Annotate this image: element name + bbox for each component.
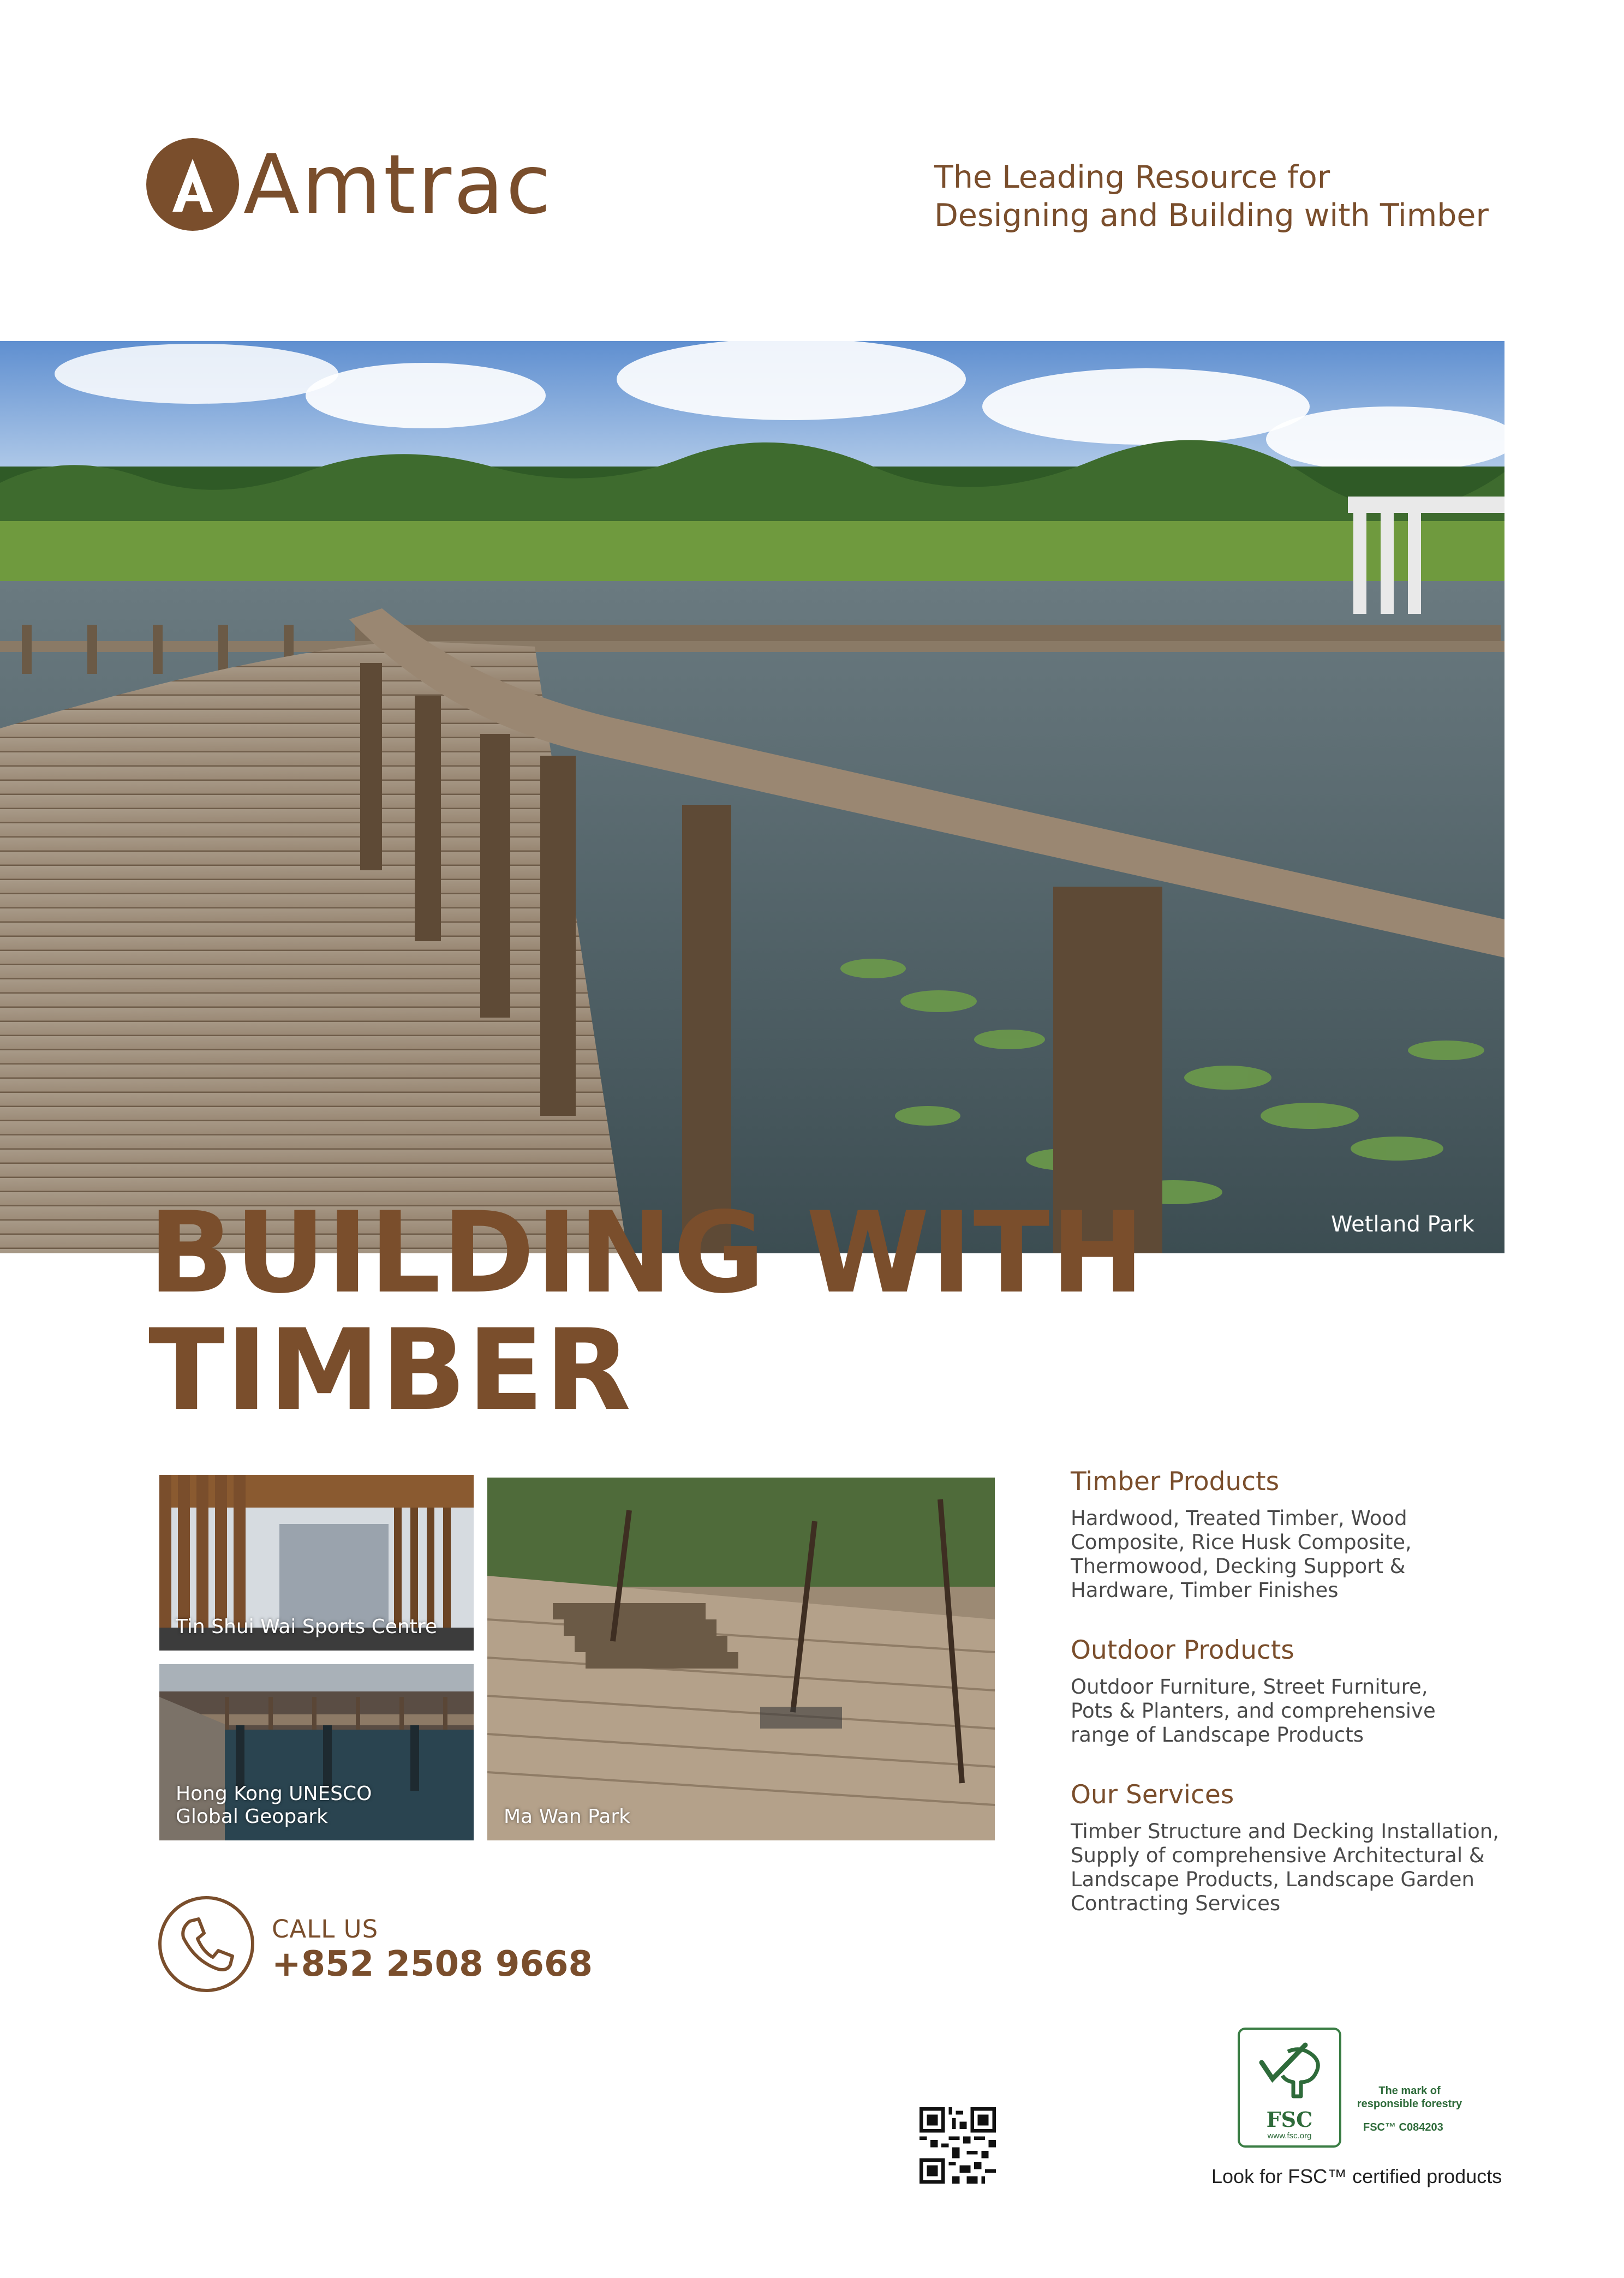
section-line: Outdoor Furniture, Street Furniture, (1071, 1675, 1428, 1699)
fsc-web: www.fsc.org (1267, 2131, 1312, 2141)
section-body (1071, 1506, 1551, 1603)
hero-photo (0, 341, 1504, 1253)
tagline (934, 158, 1535, 235)
section-line: Hardware, Timber Finishes (1071, 1579, 1339, 1602)
section-line: Contracting Services (1071, 1892, 1281, 1915)
phone-icon (158, 1896, 254, 1992)
section-line: Pots & Planters, and comprehensive (1071, 1699, 1436, 1723)
call-us (158, 1896, 649, 2000)
phone-number[interactable]: +852 2508 9668 (272, 1944, 593, 1984)
photo-caption-line-1: Hong Kong UNESCO (176, 1783, 372, 1805)
section-our-services (1071, 1780, 1551, 1916)
fsc-mark-line-2: responsible forestry (1357, 2098, 1462, 2110)
photo-caption: Tin Shui Wai Sports Centre (176, 1616, 438, 1638)
photo-caption: Ma Wan Park (504, 1805, 630, 1828)
photo-tin-shui-wai-sports-centre (159, 1475, 474, 1651)
tagline-line-1: The Leading Resource for (934, 159, 1330, 195)
headline (148, 1188, 1146, 1436)
headline-line-2: TIMBER (148, 1306, 632, 1436)
fsc-mark-line-1: The mark of (1378, 2085, 1441, 2097)
section-line: Timber Structure and Decking Installation, (1071, 1820, 1499, 1843)
section-line: Landscape Products, Landscape Garden (1071, 1868, 1474, 1891)
section-line: Composite, Rice Husk Composite, (1071, 1530, 1412, 1554)
section-line: range of Landscape Products (1071, 1723, 1364, 1747)
section-line: Supply of comprehensive Architectural & (1071, 1844, 1485, 1867)
photo-ma-wan-park (487, 1478, 995, 1840)
tagline-line-2: Designing and Building with Timber (934, 198, 1489, 234)
fsc-logo (1238, 2028, 1341, 2148)
logo-mark (146, 138, 239, 231)
section-line: Thermowood, Decking Support & (1071, 1554, 1406, 1578)
headline-line-1: BUILDING WITH (148, 1188, 1146, 1318)
section-line: Hardwood, Treated Timber, Wood (1071, 1506, 1407, 1530)
section-title: Timber Products (1071, 1467, 1280, 1497)
section-body (1071, 1675, 1551, 1747)
hero-caption: Wetland Park (1330, 1212, 1474, 1237)
fsc-look-for-text: Look for FSC™ certified products (1211, 2165, 1502, 2187)
section-body (1071, 1820, 1551, 1916)
photo-caption-line-2: Global Geopark (176, 1805, 328, 1828)
photo-caption (176, 1783, 372, 1828)
fsc-wordmark: FSC (1266, 2107, 1313, 2132)
section-outdoor-products (1071, 1635, 1551, 1747)
section-title: Outdoor Products (1071, 1635, 1294, 1665)
brand-logo (146, 134, 553, 237)
section-title: Our Services (1071, 1780, 1234, 1810)
section-timber-products (1071, 1467, 1551, 1603)
qr-code[interactable] (920, 2107, 996, 2184)
call-us-label: CALL US (272, 1915, 379, 1944)
photo-hong-kong-unesco-global-geopark (159, 1664, 474, 1840)
fsc-license-code: FSC™ C084203 (1363, 2121, 1443, 2133)
brand-name: Amtrac (243, 137, 553, 232)
fsc-certification (1206, 2024, 1512, 2188)
info-column (1071, 1467, 1551, 1948)
fsc-mark-text (1352, 2084, 1467, 2110)
